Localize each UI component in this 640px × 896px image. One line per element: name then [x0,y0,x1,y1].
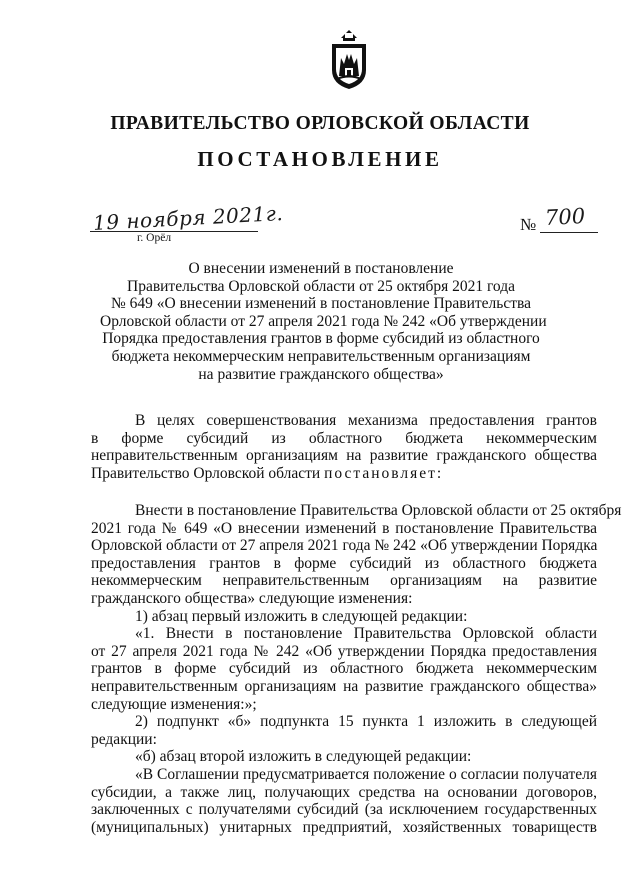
preamble [91,412,597,482]
subject-line: О внесении изменений в постановление [188,260,454,277]
body-line: от 27 апреля 2021 года № 242 «Об утверждении Порядка предоставления [91,642,597,660]
preamble-line: в форме субсидий из областного бюджета некоммерческим [91,429,597,447]
subject-line: Орловской области от 27 апреля 2021 года № 242 «Об утверждении [100,312,547,330]
document-subject [100,260,547,383]
preamble-line [91,465,597,483]
body-line: Внести в постановление Правительства Орловской области от 25 октября [135,502,622,519]
date-handwritten: 19 ноября 2021г. [92,201,284,235]
body-line: гражданского общества» следующие изменения: [91,589,413,607]
subject-line: на развитие гражданского общества» [198,365,444,383]
body-line: следующие изменения:»; [91,695,257,713]
body-line: редакции: [91,730,157,748]
preamble-prefix: Правительство Орловской области [91,464,325,482]
body-line: «1. Внести в постановление Правительства Орловской области [135,625,597,643]
body-line: субсидии, а также лиц, получающих средства на основании договоров, [91,783,597,801]
subject-line: бюджета некоммерческим неправительственным организациям [111,347,531,365]
subject-line: № 649 «О внесении изменений в постановление Правительства [110,295,532,313]
body-line: 1) абзац первый изложить в следующей редакции: [135,607,468,625]
body-line: грантов в форме субсидий из областного бюджета некоммерческим [91,660,597,678]
body-line: предоставления грантов в форме субсидий из областного бюджета [91,554,597,572]
coat-of-arms-icon [327,28,371,90]
body-line: «б) абзац второй изложить в следующей редакции: [135,748,472,766]
body-line: 2) подпункт «б» подпункта 15 пункта 1 изложить в следующей [135,713,597,731]
preamble-line: В целях совершенствования механизма предоставления грантов [135,412,597,429]
subject-line: Правительства Орловской области от 25 октября 2021 года [127,277,515,295]
body-line: (муниципальных) унитарных предприятий, хозяйственных товариществ [91,818,597,836]
decree-word: постановляет: [324,464,444,482]
body-line: «В Соглашении предусматривается положение о согласии получателя [135,765,597,783]
government-title: ПРАВИТЕЛЬСТВО ОРЛОВСКОЙ ОБЛАСТИ [110,113,530,134]
city-label: г. Орёл [137,232,172,244]
number-label: № [520,215,537,234]
body-line: заключенных с получателями субсидий (за исключением государственных [91,801,597,819]
subject-line: Порядка предоставления грантов в форме субсидий из областного [102,330,540,348]
decree-body [91,502,622,836]
body-line: 2021 года № 649 «О внесении изменений в постановление Правительства [91,519,597,537]
preamble-line: неправительственным организациям на развитие гражданского общества [91,447,597,465]
date-underline [90,231,258,232]
body-line: Орловской области от 27 апреля 2021 года № 242 «Об утверждении Порядка [91,537,598,555]
document-type: ПОСТАНОВЛЕНИЕ [197,147,443,171]
number-handwritten: 700 [544,203,586,231]
number-underline [540,232,598,233]
body-line: некоммерческим неправительственным организациям на развитие [91,572,597,590]
body-line: неправительственным организациям на развитие гражданского общества» [91,677,597,695]
